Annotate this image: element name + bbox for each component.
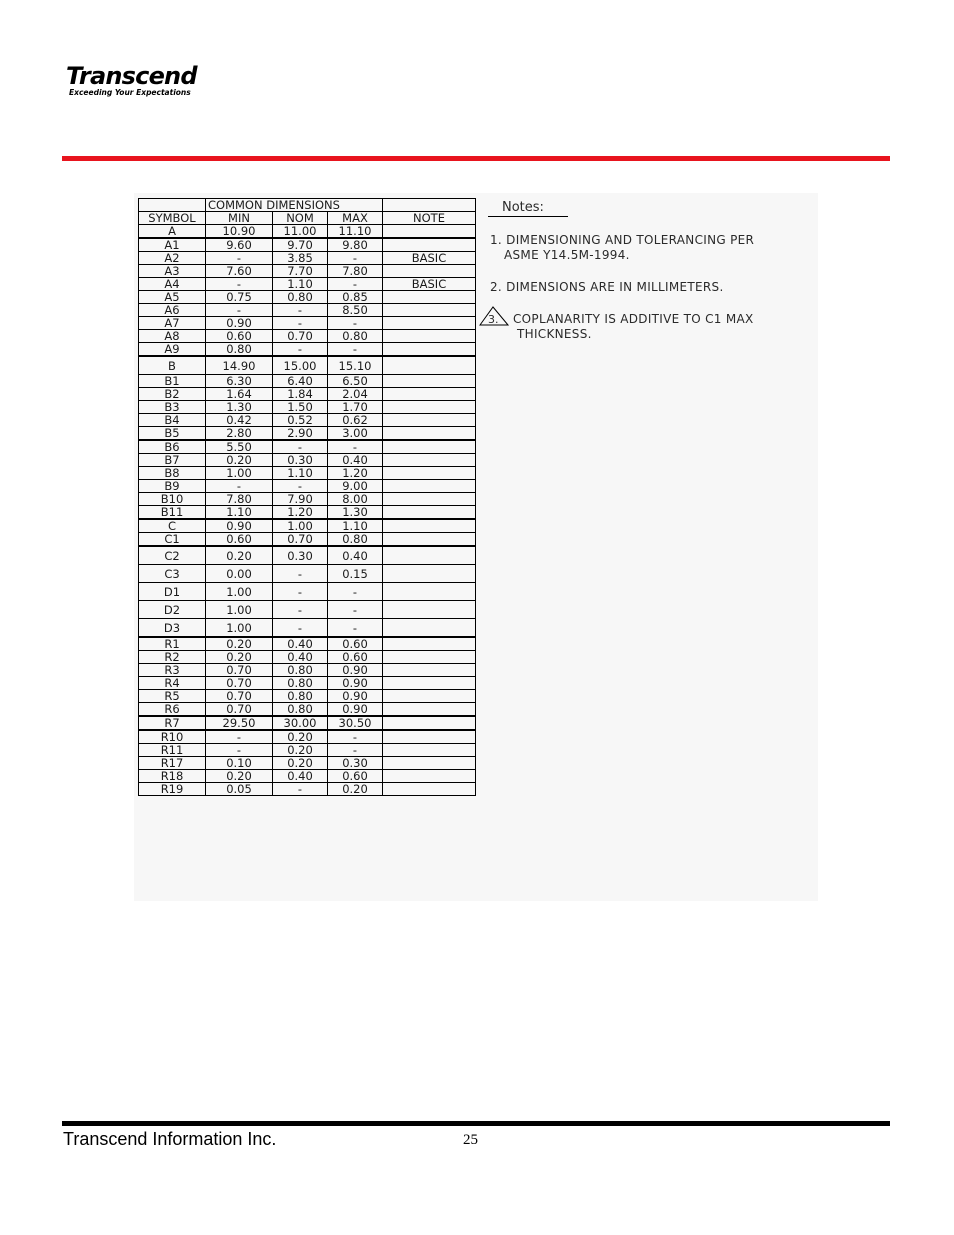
table-row	[139, 533, 476, 547]
table-row	[139, 583, 476, 601]
column-header-nom: NOM	[273, 212, 328, 225]
cell-min: 29.50	[206, 716, 273, 730]
dimensions-figure	[134, 193, 818, 901]
cell-note	[383, 225, 476, 239]
note-1	[490, 233, 754, 263]
cell-note	[383, 716, 476, 730]
cell-max: 1.70	[328, 401, 383, 414]
cell-min: 5.50	[206, 440, 273, 454]
cell-note	[383, 664, 476, 677]
cell-note	[383, 388, 476, 401]
cell-note	[383, 356, 476, 375]
cell-max: 0.60	[328, 651, 383, 664]
cell-nom: 0.30	[273, 454, 328, 467]
cell-min: 1.00	[206, 619, 273, 638]
cell-symbol: A5	[139, 291, 206, 304]
cell-max: 3.00	[328, 427, 383, 441]
cell-min: 1.00	[206, 583, 273, 601]
table-row	[139, 664, 476, 677]
cell-nom: -	[273, 583, 328, 601]
cell-nom: -	[273, 619, 328, 638]
cell-symbol: B4	[139, 414, 206, 427]
cell-symbol: R2	[139, 651, 206, 664]
cell-note	[383, 619, 476, 638]
table-row	[139, 601, 476, 619]
cell-symbol: B	[139, 356, 206, 375]
cell-note	[383, 677, 476, 690]
cell-min: 9.60	[206, 238, 273, 252]
logo-tagline: Exceeding Your Expectations	[69, 88, 191, 97]
cell-nom: 0.52	[273, 414, 328, 427]
cell-max: -	[328, 317, 383, 330]
cell-nom: 0.80	[273, 703, 328, 717]
cell-min: 6.30	[206, 375, 273, 388]
cell-max: 0.40	[328, 546, 383, 565]
cell-min: 0.20	[206, 454, 273, 467]
cell-min: 0.10	[206, 757, 273, 770]
cell-note	[383, 519, 476, 533]
cell-nom: -	[273, 565, 328, 583]
cell-nom: 0.30	[273, 546, 328, 565]
table-row	[139, 356, 476, 375]
cell-symbol: R3	[139, 664, 206, 677]
table-row	[139, 565, 476, 583]
page-number: 25	[463, 1132, 478, 1148]
table-row	[139, 304, 476, 317]
cell-nom: 15.00	[273, 356, 328, 375]
cell-nom: 0.80	[273, 677, 328, 690]
table-row	[139, 546, 476, 565]
table-row	[139, 427, 476, 441]
cell-max: -	[328, 744, 383, 757]
cell-nom: 11.00	[273, 225, 328, 239]
cell-max: 0.80	[328, 533, 383, 547]
cell-symbol: B11	[139, 506, 206, 520]
cell-nom: 0.40	[273, 637, 328, 651]
cell-min: 0.80	[206, 343, 273, 357]
notes-title: Notes:	[502, 200, 544, 215]
cell-min: 14.90	[206, 356, 273, 375]
cell-symbol: A4	[139, 278, 206, 291]
cell-max: 0.20	[328, 783, 383, 796]
cell-note	[383, 637, 476, 651]
footer-rule	[62, 1121, 890, 1126]
cell-max: 0.90	[328, 703, 383, 717]
cell-note	[383, 783, 476, 796]
cell-nom: 1.50	[273, 401, 328, 414]
table-row	[139, 291, 476, 304]
cell-max: 0.15	[328, 565, 383, 583]
cell-nom: 30.00	[273, 716, 328, 730]
cell-min: 10.90	[206, 225, 273, 239]
cell-note	[383, 493, 476, 506]
cell-min: 0.75	[206, 291, 273, 304]
column-header-note: NOTE	[383, 212, 476, 225]
table-row	[139, 744, 476, 757]
cell-nom: -	[273, 317, 328, 330]
cell-note: BASIC	[383, 252, 476, 265]
footer-company-name: Transcend Information Inc.	[63, 1129, 277, 1149]
note-3	[513, 312, 754, 342]
cell-symbol: B5	[139, 427, 206, 441]
cell-max: 0.60	[328, 637, 383, 651]
cell-nom: 0.40	[273, 651, 328, 664]
table-row	[139, 401, 476, 414]
table-row	[139, 317, 476, 330]
column-header-max: MAX	[328, 212, 383, 225]
cell-nom: 0.20	[273, 744, 328, 757]
cell-symbol: A	[139, 225, 206, 239]
cell-max: 30.50	[328, 716, 383, 730]
cell-min: 0.90	[206, 519, 273, 533]
cell-max: -	[328, 278, 383, 291]
cell-max: -	[328, 730, 383, 744]
cell-max: 0.90	[328, 677, 383, 690]
cell-min: 7.80	[206, 493, 273, 506]
table-row	[139, 375, 476, 388]
cell-min: 0.70	[206, 703, 273, 717]
table-row	[139, 252, 476, 265]
cell-max: -	[328, 343, 383, 357]
cell-min: 1.30	[206, 401, 273, 414]
cell-max: 0.60	[328, 770, 383, 783]
cell-note	[383, 440, 476, 454]
cell-max: 0.62	[328, 414, 383, 427]
cell-nom: -	[273, 480, 328, 493]
note-1-line-2: ASME Y14.5M-1994.	[504, 248, 630, 262]
table-row	[139, 467, 476, 480]
cell-note	[383, 651, 476, 664]
note-3-line-2: THICKNESS.	[517, 327, 592, 341]
note-1-line-1: 1. DIMENSIONING AND TOLERANCING PER	[490, 233, 755, 247]
cell-max: -	[328, 583, 383, 601]
cell-nom: 0.80	[273, 690, 328, 703]
table-row	[139, 480, 476, 493]
note-3-marker: 3.	[488, 313, 499, 326]
cell-max: 0.80	[328, 330, 383, 343]
cell-nom: -	[273, 304, 328, 317]
cell-nom: 7.70	[273, 265, 328, 278]
cell-symbol: A8	[139, 330, 206, 343]
cell-min: 0.20	[206, 651, 273, 664]
cell-nom: 6.40	[273, 375, 328, 388]
cell-nom: 3.85	[273, 252, 328, 265]
cell-max: 1.10	[328, 519, 383, 533]
cell-min: -	[206, 278, 273, 291]
cell-min: 0.70	[206, 664, 273, 677]
cell-nom: 1.00	[273, 519, 328, 533]
cell-note	[383, 757, 476, 770]
cell-symbol: R17	[139, 757, 206, 770]
cell-symbol: D2	[139, 601, 206, 619]
cell-note	[383, 703, 476, 717]
cell-min: 0.42	[206, 414, 273, 427]
cell-symbol: C1	[139, 533, 206, 547]
cell-nom: 1.10	[273, 467, 328, 480]
cell-min: 0.60	[206, 330, 273, 343]
table-row	[139, 343, 476, 357]
flag-triangle-icon	[478, 305, 512, 327]
cell-nom: 1.10	[273, 278, 328, 291]
table-row	[139, 388, 476, 401]
cell-symbol: B10	[139, 493, 206, 506]
table-group-header-row	[139, 199, 476, 212]
cell-max: 15.10	[328, 356, 383, 375]
note-2	[490, 280, 724, 295]
cell-note	[383, 401, 476, 414]
table-row	[139, 637, 476, 651]
cell-max: -	[328, 601, 383, 619]
cell-symbol: B9	[139, 480, 206, 493]
cell-min: 1.10	[206, 506, 273, 520]
cell-symbol: R6	[139, 703, 206, 717]
cell-max: 8.00	[328, 493, 383, 506]
cell-nom: -	[273, 783, 328, 796]
table-row	[139, 783, 476, 796]
cell-symbol: C2	[139, 546, 206, 565]
cell-note: BASIC	[383, 278, 476, 291]
cell-symbol: R11	[139, 744, 206, 757]
cell-max: -	[328, 252, 383, 265]
table-row	[139, 454, 476, 467]
table-column-header-row	[139, 212, 476, 225]
cell-min: 0.20	[206, 770, 273, 783]
cell-nom: -	[273, 343, 328, 357]
cell-max: 2.04	[328, 388, 383, 401]
cell-nom: 2.90	[273, 427, 328, 441]
column-header-symbol: SYMBOL	[139, 212, 206, 225]
table-row	[139, 690, 476, 703]
cell-symbol: D3	[139, 619, 206, 638]
cell-nom: 0.40	[273, 770, 328, 783]
cell-max: -	[328, 440, 383, 454]
cell-max: 7.80	[328, 265, 383, 278]
cell-symbol: A6	[139, 304, 206, 317]
cell-min: 1.00	[206, 601, 273, 619]
cell-max: 11.10	[328, 225, 383, 239]
table-corner-cell	[383, 199, 476, 212]
cell-symbol: R7	[139, 716, 206, 730]
cell-symbol: B8	[139, 467, 206, 480]
cell-note	[383, 317, 476, 330]
cell-max: 9.80	[328, 238, 383, 252]
cell-note	[383, 343, 476, 357]
cell-symbol: R10	[139, 730, 206, 744]
cell-min: -	[206, 744, 273, 757]
cell-nom: 0.20	[273, 757, 328, 770]
cell-symbol: C	[139, 519, 206, 533]
cell-note	[383, 565, 476, 583]
cell-note	[383, 238, 476, 252]
cell-note	[383, 427, 476, 441]
cell-nom: -	[273, 440, 328, 454]
cell-max: 0.90	[328, 690, 383, 703]
cell-min: 0.05	[206, 783, 273, 796]
cell-max: 8.50	[328, 304, 383, 317]
cell-symbol: B2	[139, 388, 206, 401]
cell-note	[383, 330, 476, 343]
cell-max: 9.00	[328, 480, 383, 493]
common-dimensions-header: COMMON DIMENSIONS	[206, 199, 383, 212]
table-row	[139, 330, 476, 343]
cell-symbol: R19	[139, 783, 206, 796]
table-row	[139, 730, 476, 744]
cell-max: 0.30	[328, 757, 383, 770]
note-2-text: 2. DIMENSIONS ARE IN MILLIMETERS.	[490, 280, 724, 294]
cell-note	[383, 467, 476, 480]
cell-symbol: R18	[139, 770, 206, 783]
cell-min: 0.70	[206, 677, 273, 690]
cell-min: -	[206, 730, 273, 744]
table-row	[139, 716, 476, 730]
table-row	[139, 677, 476, 690]
cell-nom: 0.80	[273, 664, 328, 677]
table-row	[139, 225, 476, 239]
notes-title-underline	[488, 216, 568, 217]
cell-note	[383, 533, 476, 547]
cell-max: -	[328, 619, 383, 638]
table-row	[139, 651, 476, 664]
logo-wordmark: Transcend	[66, 62, 197, 90]
table-row	[139, 440, 476, 454]
cell-min: 0.70	[206, 690, 273, 703]
cell-note	[383, 730, 476, 744]
cell-note	[383, 744, 476, 757]
cell-max: 0.85	[328, 291, 383, 304]
cell-nom: 1.84	[273, 388, 328, 401]
cell-note	[383, 583, 476, 601]
cell-note	[383, 601, 476, 619]
cell-min: 1.00	[206, 467, 273, 480]
cell-min: 1.64	[206, 388, 273, 401]
cell-symbol: R5	[139, 690, 206, 703]
table-row	[139, 238, 476, 252]
cell-nom: -	[273, 601, 328, 619]
header-red-rule	[62, 156, 890, 161]
common-dimensions-table	[138, 198, 476, 796]
cell-nom: 7.90	[273, 493, 328, 506]
table-row	[139, 493, 476, 506]
cell-nom: 0.20	[273, 730, 328, 744]
cell-note	[383, 690, 476, 703]
table-row	[139, 770, 476, 783]
cell-note	[383, 506, 476, 520]
cell-min: 0.20	[206, 546, 273, 565]
cell-note	[383, 770, 476, 783]
cell-max: 1.20	[328, 467, 383, 480]
cell-symbol: D1	[139, 583, 206, 601]
cell-max: 6.50	[328, 375, 383, 388]
cell-nom: 0.80	[273, 291, 328, 304]
cell-min: -	[206, 480, 273, 493]
cell-max: 1.30	[328, 506, 383, 520]
cell-note	[383, 265, 476, 278]
cell-symbol: B6	[139, 440, 206, 454]
cell-note	[383, 375, 476, 388]
cell-nom: 0.70	[273, 533, 328, 547]
table-corner-cell	[139, 199, 206, 212]
cell-symbol: R1	[139, 637, 206, 651]
cell-symbol: R4	[139, 677, 206, 690]
cell-min: 0.90	[206, 317, 273, 330]
table-row	[139, 619, 476, 638]
table-row	[139, 703, 476, 717]
cell-min: -	[206, 252, 273, 265]
cell-symbol: C3	[139, 565, 206, 583]
table-row	[139, 265, 476, 278]
cell-max: 0.40	[328, 454, 383, 467]
cell-symbol: A2	[139, 252, 206, 265]
cell-nom: 1.20	[273, 506, 328, 520]
cell-symbol: B1	[139, 375, 206, 388]
cell-symbol: A9	[139, 343, 206, 357]
cell-nom: 9.70	[273, 238, 328, 252]
cell-min: 0.00	[206, 565, 273, 583]
table-row	[139, 519, 476, 533]
cell-note	[383, 414, 476, 427]
column-header-min: MIN	[206, 212, 273, 225]
cell-max: 0.90	[328, 664, 383, 677]
cell-symbol: A7	[139, 317, 206, 330]
cell-min: -	[206, 304, 273, 317]
note-3-line-1: COPLANARITY IS ADDITIVE TO C1 MAX	[513, 312, 754, 326]
cell-note	[383, 480, 476, 493]
transcend-logo	[66, 62, 197, 97]
cell-min: 2.80	[206, 427, 273, 441]
cell-symbol: A1	[139, 238, 206, 252]
cell-note	[383, 454, 476, 467]
table-row	[139, 414, 476, 427]
cell-symbol: A3	[139, 265, 206, 278]
table-row	[139, 757, 476, 770]
cell-note	[383, 304, 476, 317]
table-row	[139, 506, 476, 520]
cell-min: 0.20	[206, 637, 273, 651]
cell-min: 7.60	[206, 265, 273, 278]
cell-symbol: B3	[139, 401, 206, 414]
cell-note	[383, 546, 476, 565]
table-row	[139, 278, 476, 291]
cell-min: 0.60	[206, 533, 273, 547]
cell-nom: 0.70	[273, 330, 328, 343]
cell-symbol: B7	[139, 454, 206, 467]
cell-note	[383, 291, 476, 304]
